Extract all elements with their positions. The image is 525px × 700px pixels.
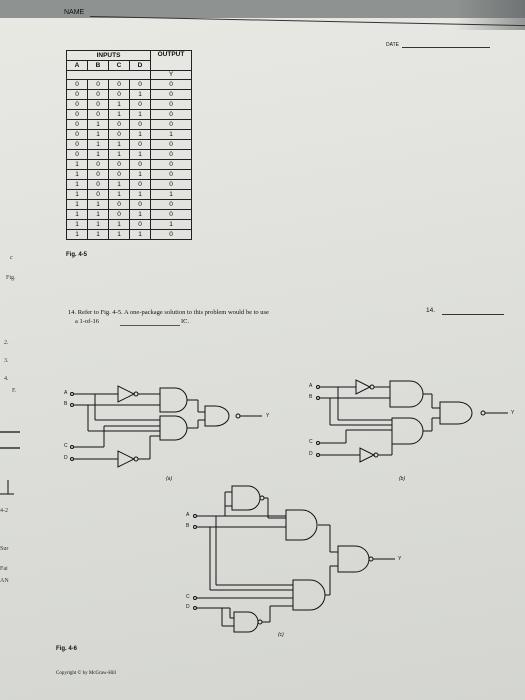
truth-table-cell-input: 0 xyxy=(109,90,130,100)
truth-table-cell-input: 1 xyxy=(130,230,151,240)
circuit-c-label-b: B xyxy=(186,523,190,529)
circuit-c-and-gate-final xyxy=(338,546,369,572)
truth-table-cell-input: 0 xyxy=(109,160,130,170)
margin-fragment-4-2: 4-2 xyxy=(0,508,8,514)
truth-table-cell-output: 0 xyxy=(151,160,192,170)
truth-table-cell-input: 1 xyxy=(109,230,130,240)
fig-4-6-caption: Fig. 4-6 xyxy=(56,646,78,652)
truth-table-cell-input: 0 xyxy=(109,120,130,130)
question-14-line2-prefix: a 1-of-16 xyxy=(75,318,100,325)
truth-table-cell-input: 1 xyxy=(67,160,88,170)
truth-table-cell-output: 1 xyxy=(151,220,192,230)
truth-table-cell-output: 0 xyxy=(151,230,192,240)
circuit-c-nand-gate-bottom xyxy=(234,612,258,632)
answer-14-number: 14. xyxy=(426,307,436,314)
truth-table-cell-input: 1 xyxy=(130,170,151,180)
circuit-a-inverter-d xyxy=(118,451,134,467)
truth-table-cell-input: 0 xyxy=(67,80,88,90)
truth-table-cell-output: 0 xyxy=(151,110,192,120)
truth-table-cell-input: 0 xyxy=(67,100,88,110)
truth-table-cell-input: 1 xyxy=(130,130,151,140)
truth-table-cell-input: 1 xyxy=(88,210,109,220)
circuit-b-input-c xyxy=(317,442,320,445)
truth-table-cell-output: 0 xyxy=(151,120,192,130)
truth-table-cell-output: 1 xyxy=(151,130,192,140)
name-label: NAME xyxy=(64,9,85,16)
circuit-c-input-c xyxy=(194,597,197,600)
circuit-c-label-c: C xyxy=(186,594,190,600)
circuit-a xyxy=(71,386,263,467)
truth-table-cell-output: 0 xyxy=(151,200,192,210)
circuit-b-label-a: A xyxy=(309,383,313,389)
truth-table-cell-input: 0 xyxy=(67,120,88,130)
margin-fragment-sur: Sur xyxy=(0,546,9,552)
circuit-c-input-b xyxy=(194,526,197,529)
truth-table-cell-output: 0 xyxy=(151,140,192,150)
circuit-b-caption: (b) xyxy=(399,476,406,482)
truth-table-cell-input: 0 xyxy=(88,80,109,90)
margin-fragment-2: 2. xyxy=(4,340,9,346)
truth-table-cell-input: 1 xyxy=(67,170,88,180)
truth-table-cell-input: 1 xyxy=(130,190,151,200)
circuit-b-and-gate-2 xyxy=(392,418,423,444)
margin-fragment-f: F. xyxy=(12,388,17,394)
circuit-a-inverter-a xyxy=(118,386,134,402)
margin-fragment-an: AN xyxy=(0,578,9,584)
truth-table-cell-output: 0 xyxy=(151,80,192,90)
truth-table-cell-output: 1 xyxy=(151,190,192,200)
question-14-line2-suffix: IC. xyxy=(181,318,190,325)
truth-table-cell-input: 1 xyxy=(109,150,130,160)
circuit-a-input-c xyxy=(71,446,74,449)
truth-table-cell-input: 1 xyxy=(130,110,151,120)
truth-table-cell-input: 0 xyxy=(88,190,109,200)
output-header: OUTPUT xyxy=(151,51,192,71)
col-header-b: B xyxy=(88,61,109,71)
truth-table-cell-input: 0 xyxy=(67,130,88,140)
margin-fragment-3: 3. xyxy=(4,358,9,364)
truth-table-cell-input: 1 xyxy=(109,180,130,190)
circuit-b-label-y: Y xyxy=(511,410,515,416)
truth-table-cell-input: 1 xyxy=(109,100,130,110)
circuit-c-input-a xyxy=(194,515,197,518)
col-header-c: C xyxy=(109,61,130,71)
circuit-c-and-gate-1 xyxy=(286,510,317,540)
truth-table-cell-input: 1 xyxy=(109,110,130,120)
truth-table-cell-input: 1 xyxy=(130,90,151,100)
truth-table-cell-input: 1 xyxy=(109,190,130,200)
circuit-b-label-b: B xyxy=(309,394,313,400)
margin-fragment-4: 4. xyxy=(4,376,9,382)
circuit-a-input-b xyxy=(71,404,74,407)
truth-table-cell-input: 1 xyxy=(109,140,130,150)
truth-table-cell-input: 0 xyxy=(109,200,130,210)
truth-table-cell-input: 0 xyxy=(109,210,130,220)
truth-table-cell-output: 0 xyxy=(151,100,192,110)
truth-table-cell-input: 0 xyxy=(67,90,88,100)
circuit-b-inverter-d xyxy=(360,448,374,462)
margin-fragment-fig: Fig. xyxy=(6,275,16,281)
truth-table-cell-input: 1 xyxy=(88,220,109,230)
inputs-header: INPUTS xyxy=(67,51,151,61)
truth-table-cell-input: 1 xyxy=(88,130,109,140)
circuit-a-label-c: C xyxy=(64,443,68,449)
circuit-a-output-bubble xyxy=(236,414,240,418)
circuit-a-label-a: A xyxy=(64,390,68,396)
circuit-b-label-d: D xyxy=(309,451,313,457)
col-header-y: Y xyxy=(151,71,192,80)
truth-table-cell-input: 1 xyxy=(67,210,88,220)
circuit-a-caption: (a) xyxy=(166,476,173,482)
truth-table-cell-input: 1 xyxy=(67,230,88,240)
circuit-a-and-gate-2 xyxy=(160,416,187,440)
truth-table-cell-input: 0 xyxy=(88,90,109,100)
truth-table-cell-input: 1 xyxy=(109,220,130,230)
col-header-a: A xyxy=(67,61,88,71)
truth-table-cell-input: 0 xyxy=(130,100,151,110)
circuit-c-label-d: D xyxy=(186,604,190,610)
truth-table-cell-input: 0 xyxy=(130,80,151,90)
margin-fragment-c: c xyxy=(10,255,13,261)
circuit-c-and-gate-2 xyxy=(293,580,325,610)
circuit-c-label-a: A xyxy=(186,512,190,518)
truth-table-cell-output: 0 xyxy=(151,180,192,190)
circuit-b-and-gate-final xyxy=(440,402,472,424)
truth-table-cell-input: 1 xyxy=(88,230,109,240)
truth-table-cell-input: 1 xyxy=(130,210,151,220)
truth-table-cell-input: 0 xyxy=(109,170,130,180)
circuit-a-label-y: Y xyxy=(266,413,270,419)
circuit-a-input-d xyxy=(71,458,74,461)
circuit-b-label-c: C xyxy=(309,439,313,445)
circuit-c-label-y: Y xyxy=(398,556,402,562)
truth-table-cell-input: 1 xyxy=(67,190,88,200)
truth-table-cell-input: 0 xyxy=(88,160,109,170)
truth-table-cell-input: 1 xyxy=(88,200,109,210)
circuit-b-and-gate-1 xyxy=(390,381,423,407)
circuit-b-input-d xyxy=(317,454,320,457)
truth-table-cell-input: 1 xyxy=(88,120,109,130)
truth-table-cell-input: 0 xyxy=(130,120,151,130)
circuit-a-and-gate-final xyxy=(205,406,229,426)
copyright-text: Copyright © by McGraw-Hill xyxy=(56,671,117,676)
circuit-b-input-b xyxy=(317,397,320,400)
col-header-d: D xyxy=(130,61,151,71)
truth-table-cell-input: 1 xyxy=(130,150,151,160)
truth-table-cell-input: 0 xyxy=(67,140,88,150)
truth-table-cell-input: 0 xyxy=(130,220,151,230)
truth-table-cell-input: 0 xyxy=(67,110,88,120)
circuit-b xyxy=(317,380,509,462)
circuit-b-input-a xyxy=(317,386,320,389)
truth-table-cell-input: 0 xyxy=(130,160,151,170)
circuit-a-input-a xyxy=(71,393,74,396)
circuit-b-inverter-a xyxy=(356,380,370,394)
truth-table-cell-input: 0 xyxy=(88,110,109,120)
truth-table-cell-input: 0 xyxy=(109,80,130,90)
circuit-a-label-b: B xyxy=(64,401,68,407)
truth-table-cell-input: 1 xyxy=(67,180,88,190)
truth-table-cell-input: 1 xyxy=(88,150,109,160)
truth-table-cell-input: 1 xyxy=(88,140,109,150)
truth-table-cell-output: 0 xyxy=(151,90,192,100)
circuit-c-nand-gate-top xyxy=(232,486,260,510)
question-14-line1: 14. Refer to Fig. 4-5. A one-package solution to this problem would be to use xyxy=(68,309,269,316)
truth-table-cell-output: 0 xyxy=(151,170,192,180)
circuit-c-caption: (c) xyxy=(278,632,284,638)
truth-table-cell-input: 1 xyxy=(67,220,88,230)
truth-table-cell-input: 0 xyxy=(88,170,109,180)
truth-table-cell-input: 0 xyxy=(130,180,151,190)
circuit-a-and-gate-1 xyxy=(160,388,187,412)
truth-table-cell-input: 0 xyxy=(67,150,88,160)
date-label: DATE xyxy=(386,42,399,48)
truth-table-cell-input: 1 xyxy=(67,200,88,210)
truth-table-cell-input: 0 xyxy=(88,180,109,190)
circuit-a-label-d: D xyxy=(64,455,68,461)
circuit-c xyxy=(194,486,396,632)
truth-table-cell-input: 0 xyxy=(109,130,130,140)
fig-4-5-caption: Fig. 4-5 xyxy=(66,252,88,258)
circuit-c-input-d xyxy=(194,607,197,610)
margin-fragment-fai: Fai xyxy=(0,566,8,572)
truth-table-cell-input: 0 xyxy=(130,200,151,210)
truth-table-cell-input: 0 xyxy=(88,100,109,110)
truth-table-cell-output: 0 xyxy=(151,150,192,160)
truth-table-cell-output: 0 xyxy=(151,210,192,220)
truth-table-cell-input: 0 xyxy=(130,140,151,150)
